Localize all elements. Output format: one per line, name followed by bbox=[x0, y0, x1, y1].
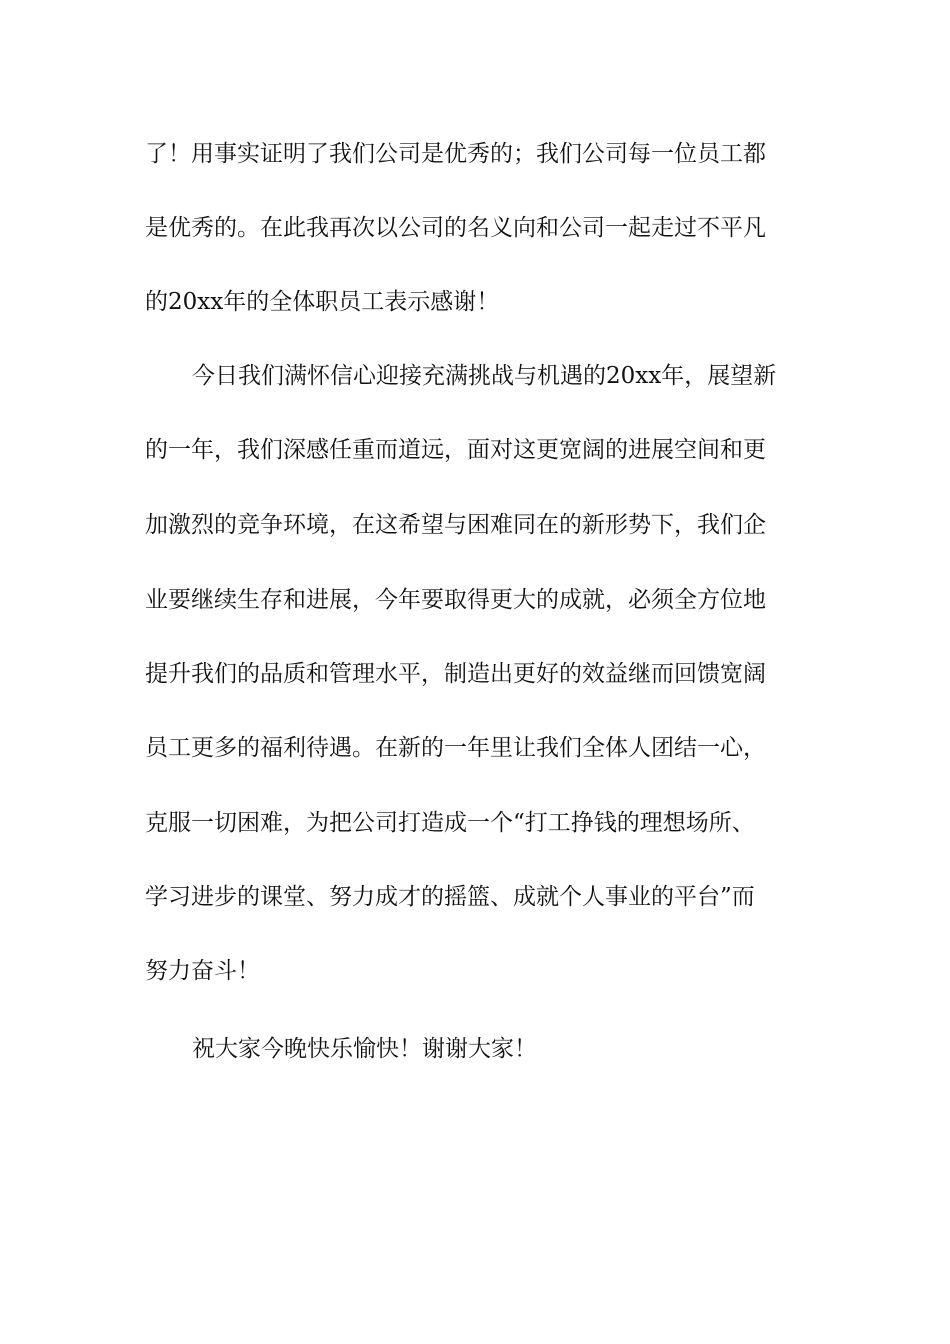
paragraph-line: 业要继续生存和进展，今年要取得更大的成就，必须全方位地 bbox=[145, 587, 766, 613]
paragraph-line: 今日我们满怀信心迎接充满挑战与机遇的20xx年，展望新 bbox=[192, 363, 777, 389]
paragraph-line: 加激烈的竞争环境，在这希望与困难同在的新形势下，我们企 bbox=[145, 512, 766, 538]
paragraph-line: 提升我们的品质和管理水平，制造出更好的效益继而回馈宽阔 bbox=[145, 661, 766, 687]
paragraph-line: 克服一切困难，为把公司打造成一个“打工挣钱的理想场所、 bbox=[145, 810, 755, 836]
paragraph-line: 了！用事实证明了我们公司是优秀的；我们公司每一位员工都 bbox=[145, 141, 766, 167]
paragraph-line: 员工更多的福利待遇。在新的一年里让我们全体人团结一心， bbox=[145, 735, 766, 761]
paragraph-line: 努力奋斗！ bbox=[145, 958, 260, 984]
paragraph-line: 是优秀的。在此我再次以公司的名义向和公司一起走过不平凡 bbox=[145, 215, 766, 241]
closing-line: 祝大家今晚快乐愉快！谢谢大家！ bbox=[192, 1036, 537, 1062]
paragraph-line: 学习进步的课堂、努力成才的摇篮、成就个人事业的平台”而 bbox=[145, 884, 755, 910]
paragraph-line: 的一年，我们深感任重而道远，面对这更宽阔的进展空间和更 bbox=[145, 437, 766, 463]
paragraph-line: 的20xx年的全体职员工表示感谢！ bbox=[145, 289, 500, 315]
